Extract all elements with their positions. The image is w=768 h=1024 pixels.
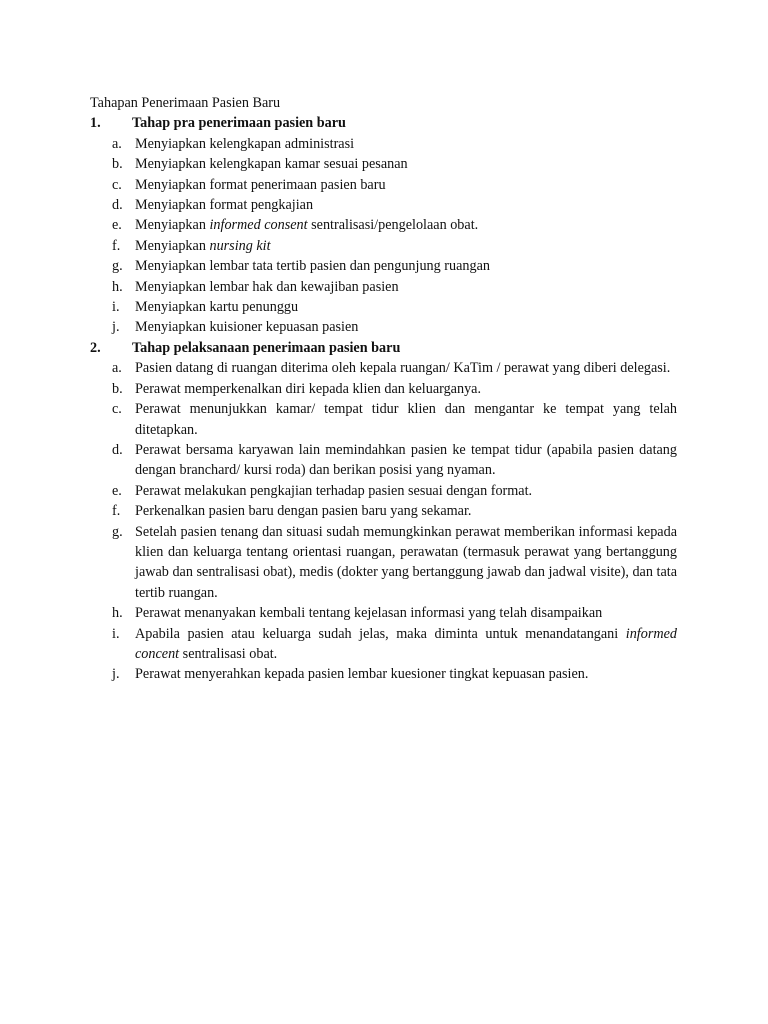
section-heading — [90, 338, 677, 358]
item-text: Perawat bersama karyawan lain memindahkan pasien ke tempat tidur (apabila pasien datang dengan branchard/ kursi roda) dan berikan posisi yang nyaman. — [135, 441, 677, 479]
list-item — [90, 236, 677, 256]
item-text: Perawat menyerahkan kepada pasien lembar kuesioner tingkat kepuasan pasien. — [135, 666, 589, 683]
list-item — [90, 175, 677, 195]
item-text-before: Apabila pasien atau keluarga sudah jelas, maka diminta untuk menandatangani — [135, 625, 626, 642]
item-text: Perawat memperkenalkan diri kepada klien dan keluarganya. — [135, 380, 482, 397]
item-text — [135, 236, 677, 256]
item-text — [135, 215, 677, 235]
list-item — [90, 379, 677, 399]
item-letter: a. — [112, 135, 122, 152]
item-letter: b. — [112, 156, 123, 173]
item-emphasis: nursing kit — [209, 237, 271, 254]
list-item — [90, 399, 677, 440]
item-text: Perawat menunjukkan kamar/ tempat tidur klien dan mengantar ke tempat yang telah ditetapkan. — [135, 401, 677, 438]
section-title: Tahap pelaksanaan penerimaan pasien baru — [132, 339, 401, 356]
item-text: Menyiapkan kuisioner kepuasan pasien — [135, 319, 359, 336]
item-list — [90, 358, 677, 685]
item-letter: d. — [112, 441, 123, 458]
list-item — [90, 358, 677, 378]
document-title: Tahapan Penerimaan Pasien Baru — [90, 95, 281, 111]
item-letter: e. — [112, 217, 122, 234]
section-number: 1. — [90, 115, 101, 132]
section-pelaksanaan-penerimaan — [90, 338, 677, 685]
item-text: Menyiapkan kartu penunggu — [135, 299, 299, 316]
list-item — [90, 664, 677, 684]
item-text: Menyiapkan lembar hak dan kewajiban pasien — [135, 278, 399, 295]
item-emphasis: informed consent — [209, 217, 308, 234]
list-item — [90, 215, 677, 235]
item-text: Perkenalkan pasien baru dengan pasien baru yang sekamar. — [135, 503, 472, 520]
list-item — [90, 154, 677, 174]
item-letter: f. — [112, 237, 121, 254]
item-letter: f. — [112, 503, 121, 520]
item-text — [135, 624, 677, 665]
item-text-after: sentralisasi obat. — [179, 645, 278, 662]
list-item — [90, 297, 677, 317]
section-heading — [90, 113, 677, 133]
list-item — [90, 277, 677, 297]
item-text: Perawat menanyakan kembali tentang kejelasan informasi yang telah disampaikan — [135, 605, 603, 622]
list-item — [90, 134, 677, 154]
list-item — [90, 624, 677, 665]
item-letter: a. — [112, 360, 122, 377]
item-text-before: Menyiapkan — [135, 217, 210, 234]
list-item — [90, 522, 677, 604]
item-letter: e. — [112, 482, 122, 499]
item-text: Perawat melakukan pengkajian terhadap pasien sesuai dengan format. — [135, 482, 533, 499]
item-letter: d. — [112, 197, 123, 214]
item-letter: j. — [112, 319, 120, 336]
section-title: Tahap pra penerimaan pasien baru — [132, 115, 346, 132]
item-text: Pasien datang di ruangan diterima oleh kepala ruangan/ KaTim / perawat yang diberi delegasi. — [135, 360, 671, 377]
item-letter: g. — [112, 258, 123, 275]
list-item — [90, 501, 677, 521]
item-text: Menyiapkan kelengkapan administrasi — [135, 135, 355, 152]
item-letter: g. — [112, 523, 123, 540]
item-text: Menyiapkan format penerimaan pasien baru — [135, 176, 386, 193]
section-number: 2. — [90, 339, 101, 356]
list-item — [90, 603, 677, 623]
item-letter: i. — [112, 625, 120, 642]
item-text: Menyiapkan format pengkajian — [135, 197, 314, 214]
item-letter: h. — [112, 605, 123, 622]
list-item — [90, 256, 677, 276]
item-text-before: Menyiapkan — [135, 237, 210, 254]
item-text: Setelah pasien tenang dan situasi sudah memungkinkan perawat memberikan informasi kepada klien dan keluarga tentang orientasi ruangan, perawatan (termasuk perawat yang bertanggung jawab dan sentralisasi obat), medis (dokter yang bertanggung jawab dan jadwal visite), dan tata tertib ruangan. — [135, 523, 677, 601]
list-item — [90, 195, 677, 215]
item-letter: j. — [112, 666, 120, 683]
item-emphasis: informed concent — [135, 625, 677, 662]
item-letter: b. — [112, 380, 123, 397]
item-text-after: sentralisasi/pengelolaan obat. — [307, 217, 479, 234]
item-letter: i. — [112, 299, 120, 316]
item-letter: h. — [112, 278, 123, 295]
item-letter: c. — [112, 176, 122, 193]
item-text: Menyiapkan kelengkapan kamar sesuai pesanan — [135, 156, 408, 173]
item-text: Menyiapkan lembar tata tertib pasien dan pengunjung ruangan — [135, 258, 490, 275]
list-item — [90, 440, 677, 481]
list-item — [90, 481, 677, 501]
document-body — [90, 93, 677, 685]
section-pra-penerimaan — [90, 113, 677, 337]
item-letter: c. — [112, 401, 122, 418]
item-list — [90, 134, 677, 338]
list-item — [90, 317, 677, 337]
